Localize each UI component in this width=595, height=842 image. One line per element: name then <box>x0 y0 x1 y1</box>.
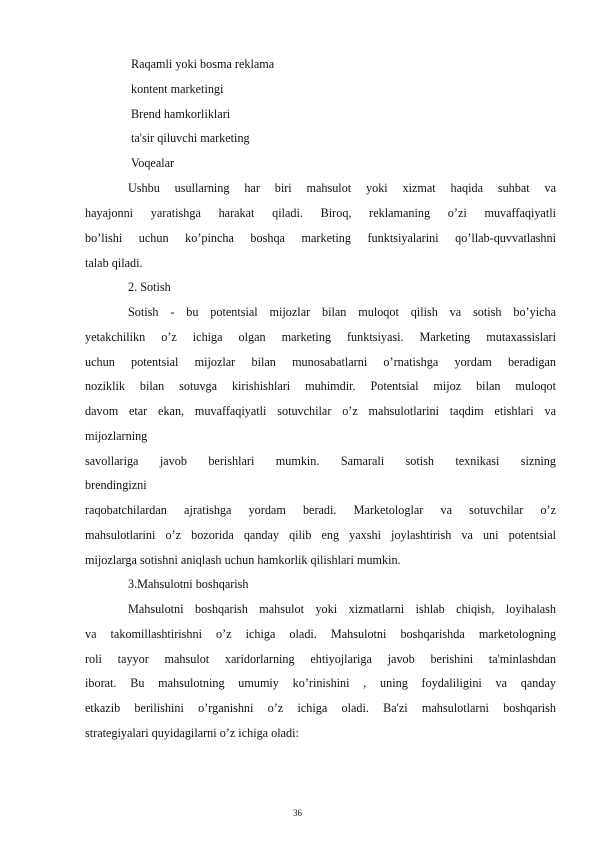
paragraph-line: noziklik bilan sotuvga kirishishlari muhimdir. Potentsial mijoz bilan muloqot <box>85 379 556 393</box>
paragraph-line: hayajonni yaratishga harakat qiladi. Biroq, reklamaning o’zi muvaffaqiyatli <box>85 206 556 220</box>
paragraph-line: Ushbu usullarning har biri mahsulot yoki xizmat haqida suhbat va <box>128 181 556 195</box>
paragraph-line: strategiyalari quyidagilarni o’z ichiga oladi: <box>85 726 299 740</box>
paragraph-line: brendingizni <box>85 478 147 492</box>
page-number: 36 <box>293 808 302 818</box>
paragraph-line: Sotish - bu potentsial mijozlar bilan muloqot qilish va sotish bo’yicha <box>128 305 556 319</box>
list-item: kontent marketingi <box>131 82 224 96</box>
paragraph-line: savollariga javob berishlari mumkin. Samarali sotish texnikasi sizning <box>85 454 556 468</box>
paragraph-line: roli tayyor mahsulot xaridorlarning ehtiyojlariga javob berishini ta'minlashdan <box>85 652 556 666</box>
paragraph-line: talab qiladi. <box>85 256 143 270</box>
paragraph-line: yetakchilikn o’z ichiga olgan marketing funktsiyasi. Marketing mutaxassislari <box>85 330 556 344</box>
list-item: Brend hamkorliklari <box>131 107 231 121</box>
paragraph-line: va takomillashtirishni o’z ichiga oladi. Mahsulotni boshqarishda marketologning <box>85 627 556 641</box>
paragraph-line: iborat. Bu mahsulotning umumiy ko’rinishini , uning foydaliligini va qanday <box>85 676 556 690</box>
paragraph-line: raqobatchilardan ajratishga yordam beradi. Marketologlar va sotuvchilar o’z <box>85 503 556 517</box>
list-item: Voqealar <box>131 156 175 170</box>
list-item: Raqamli yoki bosma reklama <box>131 57 275 71</box>
paragraph-line: Mahsulotni boshqarish mahsulot yoki xizmatlarni ishlab chiqish, loyihalash <box>128 602 556 616</box>
paragraph-line: davom etar ekan, muvaffaqiyatli sotuvchilar o’z mahsulotlarini taqdim etishlari va <box>85 404 556 418</box>
paragraph-line: bo’lishi uchun ko’pincha boshqa marketing funktsiyalarini qo’llab-quvvatlashni <box>85 231 556 245</box>
paragraph-line: uchun potentsial mijozlar bilan munosabatlarni o’rnatishga yordam beradigan <box>85 355 556 369</box>
paragraph-line: mijozlarga sotishni aniqlash uchun hamkorlik qilishlari mumkin. <box>85 553 401 567</box>
paragraph-line: etkazib berilishini o’rganishni o’z ichiga oladi. Ba'zi mahsulotlarni boshqarish <box>85 701 556 715</box>
paragraph-line: mijozlarning <box>85 429 148 443</box>
section-heading: 3.Mahsulotni boshqarish <box>128 577 249 591</box>
paragraph-line: mahsulotlarini o’z bozorida qanday qilib eng yaxshi joylashtirish va uni potentsial <box>85 528 556 542</box>
list-item: ta'sir qiluvchi marketing <box>131 131 250 145</box>
section-heading: 2. Sotish <box>128 280 171 294</box>
